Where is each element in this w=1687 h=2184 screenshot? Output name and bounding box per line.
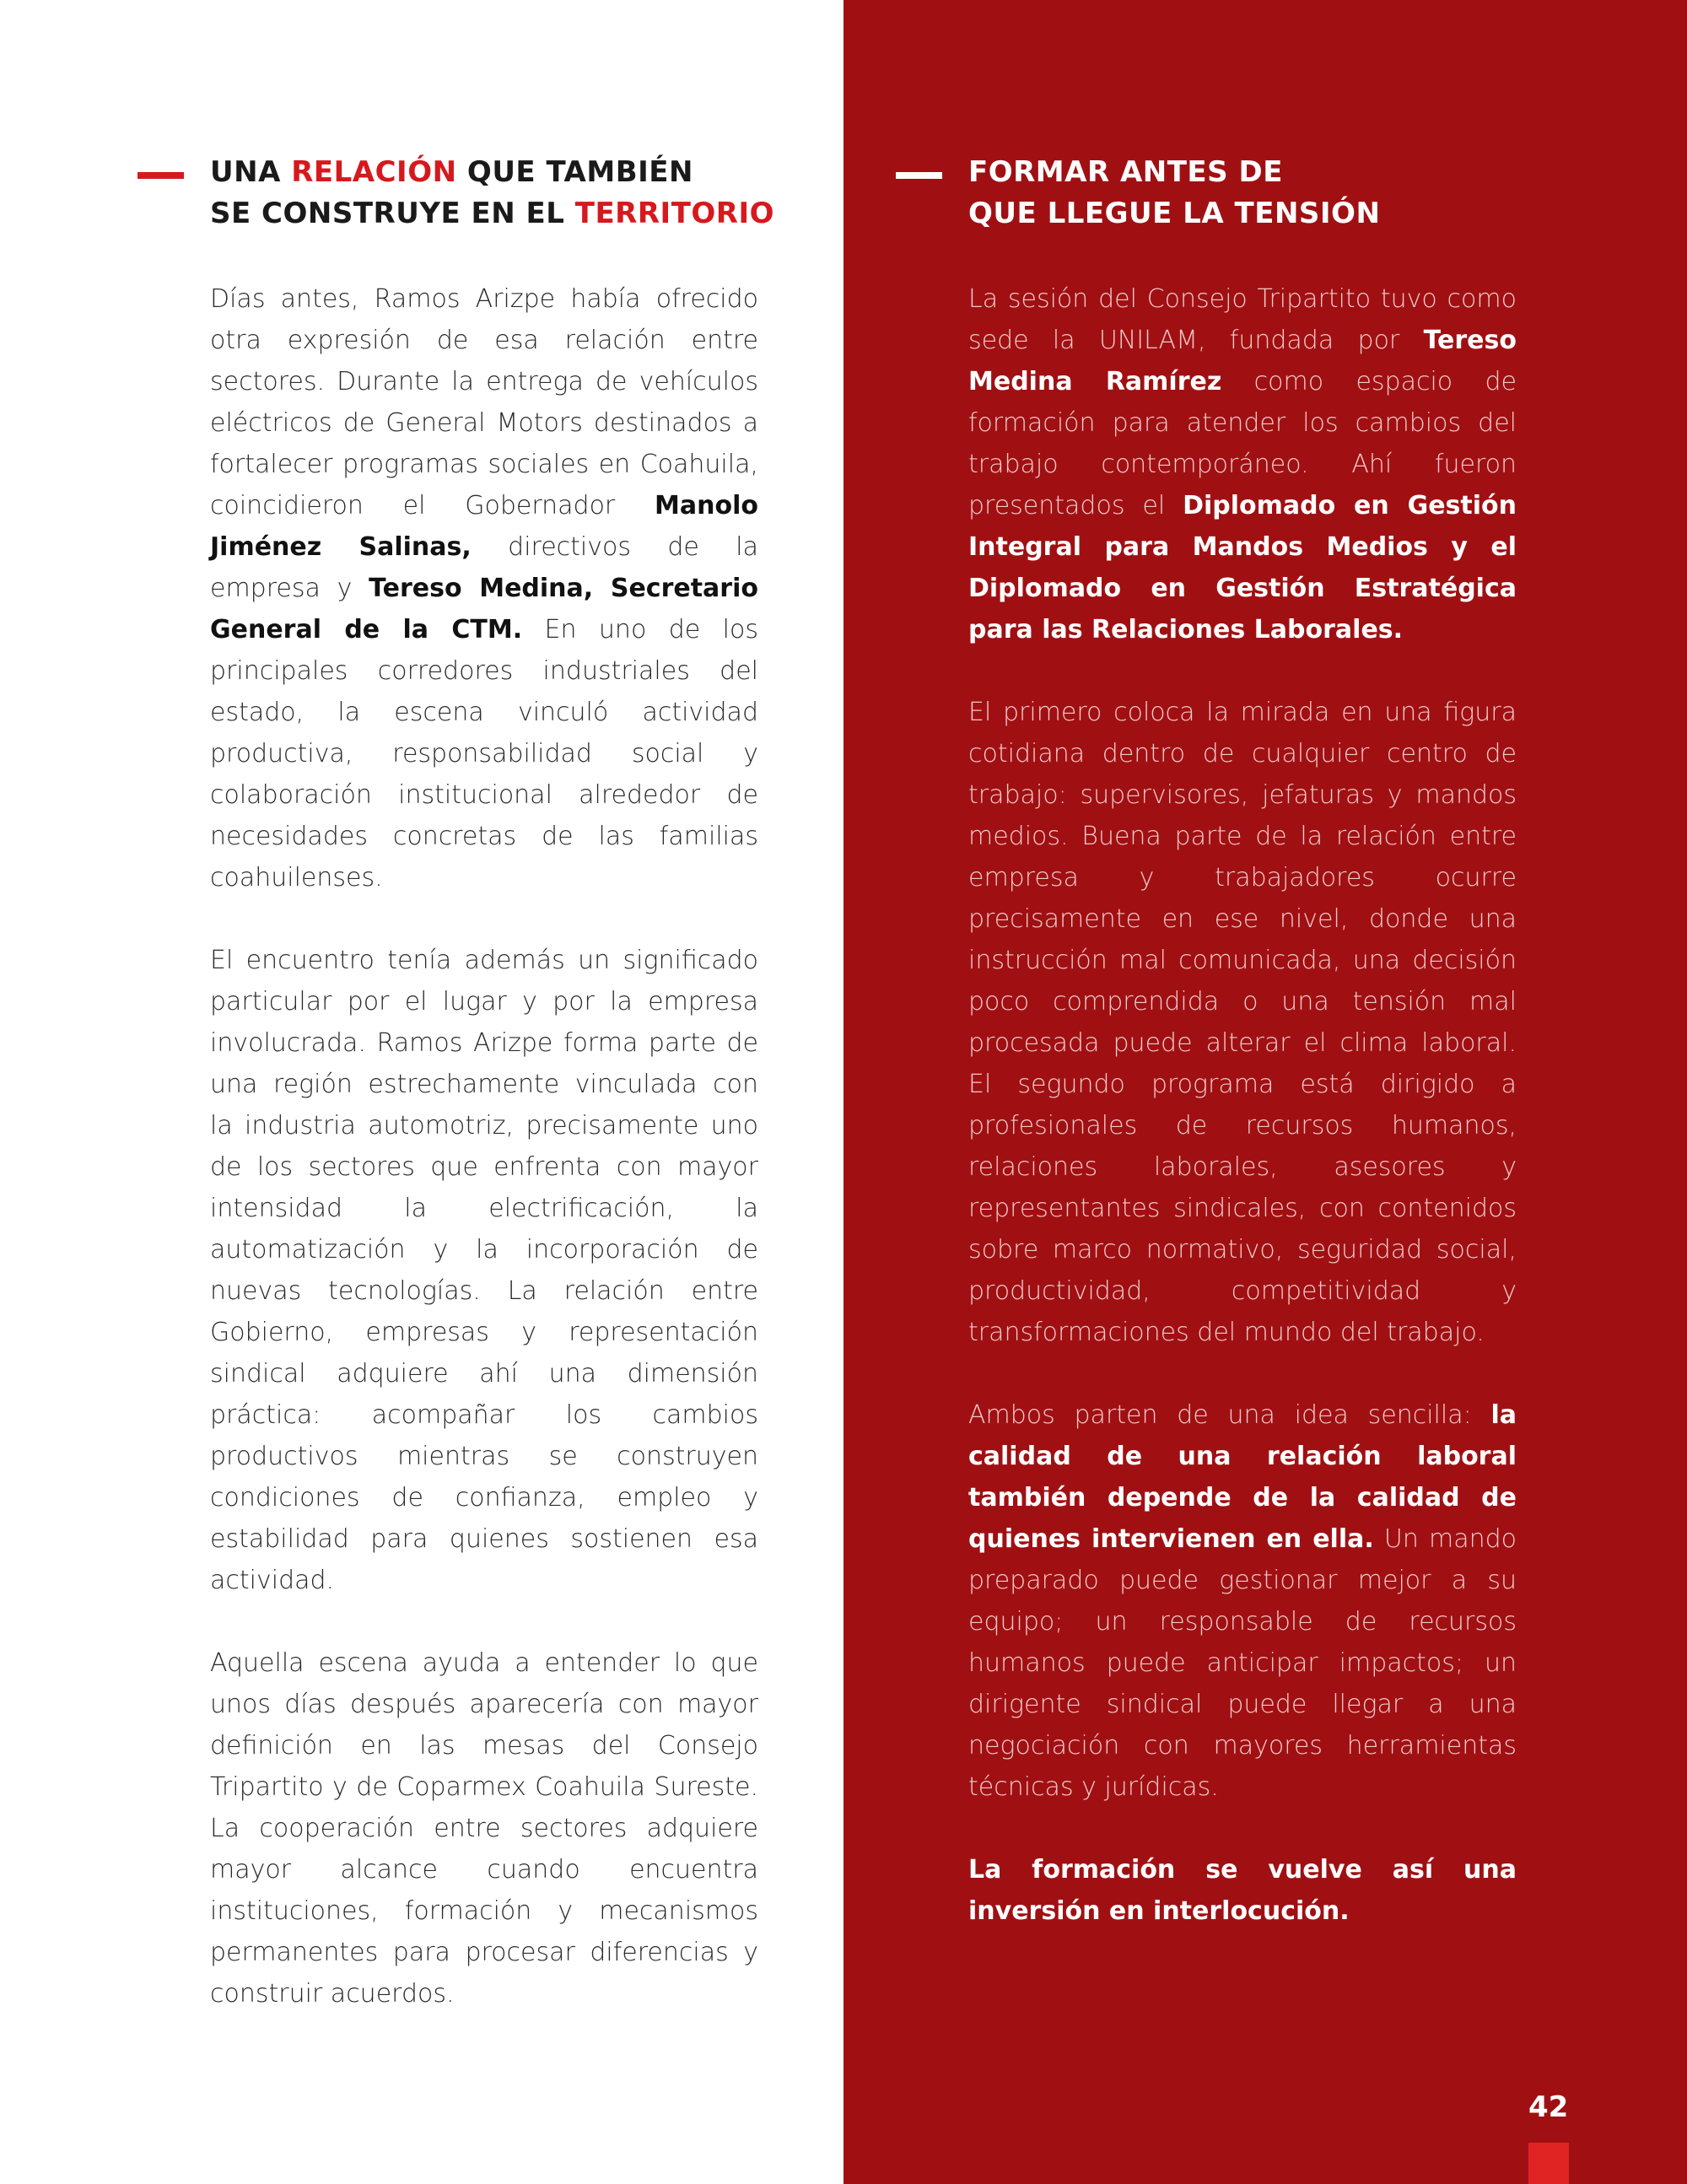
heading-text: QUE TAMBIÉN (456, 155, 693, 189)
heading-dash (137, 172, 184, 179)
heading-text: SE CONSTRUYE EN EL (210, 197, 575, 230)
heading-accent-word: TERRITORIO (574, 197, 775, 230)
section-heading (968, 152, 1380, 235)
paragraph: Ambos parten de una idea sencilla: la calidad de una relación laboral también depende de la calidad de quienes intervienen en ella. Un mando preparado puede gestionar mejor a su equipo; un responsable de recursos humanos puede anticipar impactos; un dirigente sindical puede llegar a una negociación con mayores herramientas técnicas y jurídicas. (968, 1400, 1517, 1802)
article-body (968, 278, 1517, 1932)
bold-name: Tereso Medina Ramírez (968, 326, 1517, 396)
heading-text: FORMAR ANTES DE (968, 155, 1283, 189)
heading-text: QUE LLEGUE LA TENSIÓN (968, 197, 1381, 230)
heading-dash (896, 172, 942, 179)
section-heading (210, 152, 774, 235)
heading-text: UNA (210, 155, 292, 189)
paragraph: Días antes, Ramos Arizpe había ofrecido otra expresión de esa relación entre sectores. Durante la entrega de vehículos eléctricos de General Motors destinados a fortalecer programas sociales en Coahuila, coincidieron el Gobernador Manolo Jiménez Salinas, directivos de la empresa y Tereso Medina, Secretario General de la CTM. En uno de los principales corredores industriales del estado, la escena vinculó actividad productiva, responsabilidad social y colaboración institucional alrededor de necesidades concretas de las familias coahuilenses. (210, 284, 758, 892)
paragraph: Aquella escena ayuda a entender lo que unos días después aparecería con mayor definición en las mesas del Consejo Tripartito y de Coparmex Coahuila Sureste. La cooperación entre sectores adquiere mayor alcance cuando encuentra instituciones, formación y mecanismos permanentes para procesar diferencias y construir acuerdos. (210, 1648, 758, 2009)
article-body (210, 278, 758, 2014)
bold-name: Tereso Medina, Secretario General de la CTM. (210, 574, 758, 644)
paragraph: El primero coloca la mirada en una figura cotidiana dentro de cualquier centro de trabajo: supervisores, jefaturas y mandos medios. Buena parte de la relación entre empresa y trabajadores ocurre precisamente en ese nivel, donde una instrucción mal comunicada, una decisión poco comprendida o una tensión mal procesada puede alterar el clima laboral. El segundo programa está dirigido a profesionales de recursos humanos, relaciones laborales, asesores y representantes sindicales, con contenidos sobre marco normativo, seguridad social, productividad, competitividad y transformaciones del mundo del trabajo. (968, 698, 1517, 1347)
closing-statement: La formación se vuelve así una inversión en interlocución. (968, 1855, 1517, 1926)
bold-name: Manolo Jiménez Salinas, (210, 491, 758, 562)
bold-program-names: Diplomado en Gestión Integral para Mandos Medios y el Diplomado en Gestión Estratégica para las Relaciones Laborales. (968, 491, 1517, 644)
heading-accent-word: RELACIÓN (291, 155, 457, 189)
page-tab (1528, 2143, 1569, 2184)
page-number: 42 (1528, 2090, 1569, 2124)
bold-key-idea: la calidad de una relación laboral también depende de la calidad de quienes intervienen en ella. (968, 1400, 1517, 1554)
paragraph: La sesión del Consejo Tripartito tuvo como sede la UNILAM, fundada por Tereso Medina Ramírez como espacio de formación para atender los cambios del trabajo contemporáneo. Ahí fueron presentados el Diplomado en Gestión Integral para Mandos Medios y el Diplomado en Gestión Estratégica para las Relaciones Laborales. (968, 284, 1517, 644)
paragraph: El encuentro tenía además un significado particular por el lugar y por la empresa involucrada. Ramos Arizpe forma parte de una región estrechamente vinculada con la industria automotriz, precisamente uno de los sectores que enfrenta con mayor intensidad la electrificación, la automatización y la incorporación de nuevas tecnologías. La relación entre Gobierno, empresas y representación sindical adquiere ahí una dimensión práctica: acompañar los cambios productivos mientras se construyen condiciones de confianza, empleo y estabilidad para quienes sostienen esa actividad. (210, 946, 758, 1595)
right-column (844, 0, 1687, 2184)
